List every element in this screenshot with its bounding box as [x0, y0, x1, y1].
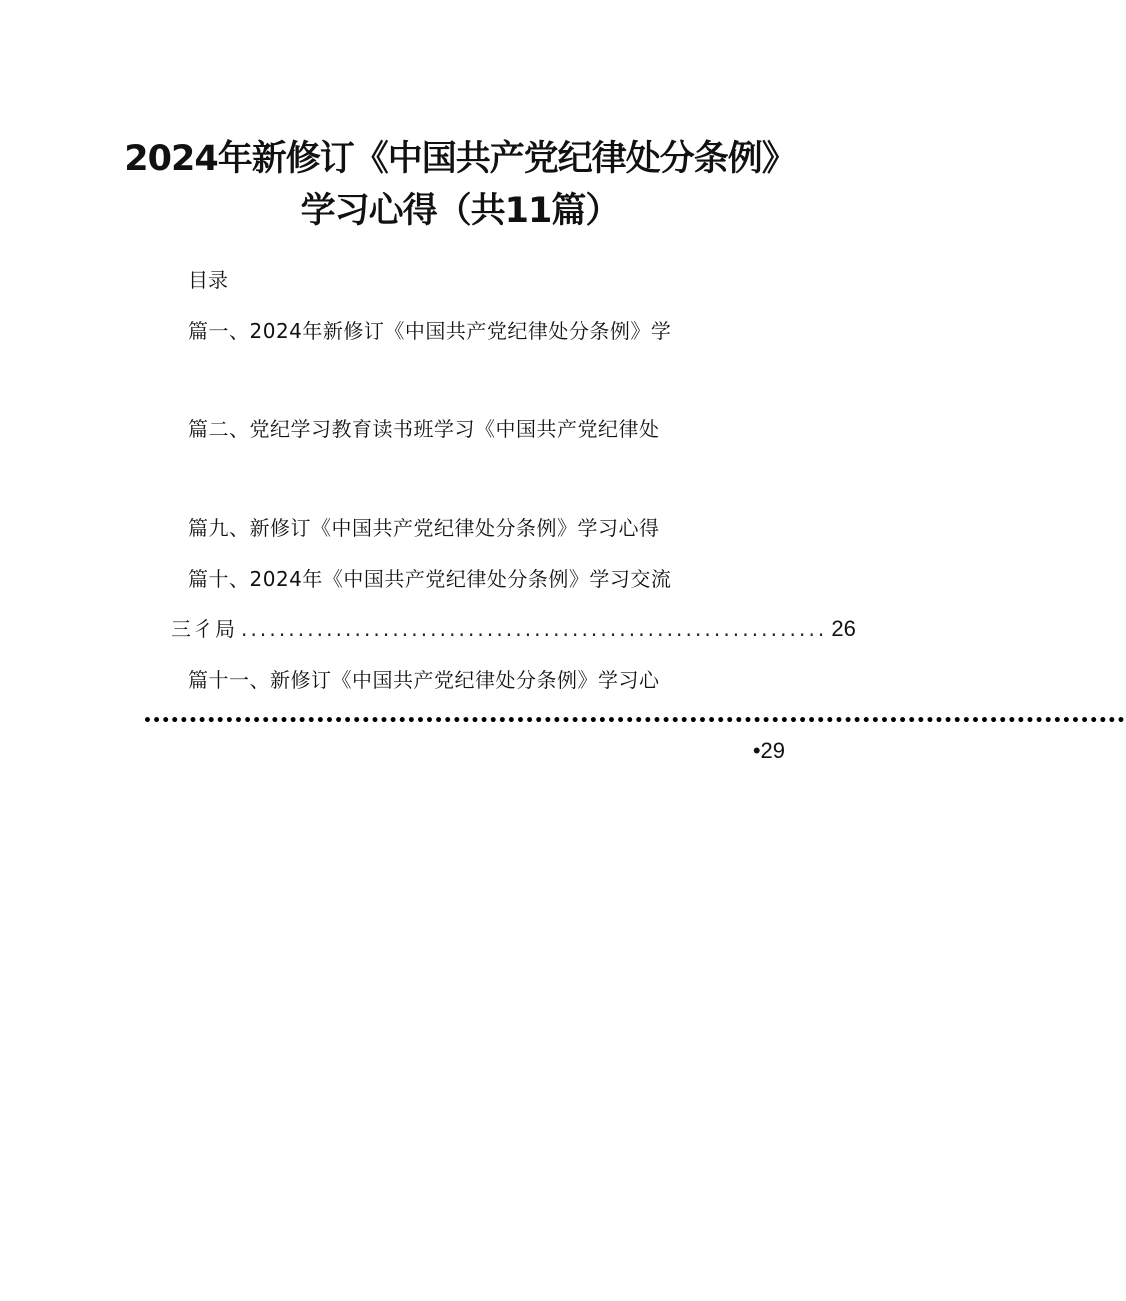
toc-entry-continuation-text: 三彳局	[171, 617, 237, 641]
toc-leader-dots: ..............................................................	[241, 617, 828, 641]
toc-heading: 目录	[188, 268, 228, 292]
toc-entry-10-continuation[interactable]	[171, 613, 856, 641]
toc-entry-9[interactable]: 篇九、新修订《中国共产党纪律处分条例》学习心得	[188, 516, 660, 540]
toc-entry-1[interactable]: 篇一、2024年新修订《中国共产党纪律处分条例》学	[188, 319, 672, 343]
document-title-line-2: 学习心得（共11篇）	[300, 191, 620, 231]
toc-entry-2[interactable]: 篇二、党纪学习教育读书班学习《中国共产党纪律处	[188, 417, 660, 441]
toc-final-page-number: •29	[752, 738, 785, 763]
document-title-line-1: 2024年新修订《中国共产党纪律处分条例》	[124, 139, 796, 179]
toc-entry-11[interactable]: 篇十一、新修订《中国共产党纪律处分条例》学习心	[188, 668, 660, 692]
toc-page-number: 26	[831, 616, 856, 641]
toc-bold-leader-dots: ••••••••••••••••••••••••••••••••••••••••••••••••••••••••••••••••••••••••••••••••••••••••••••••••••••••••••••	[143, 713, 1126, 729]
toc-entry-10[interactable]: 篇十、2024年《中国共产党纪律处分条例》学习交流	[188, 567, 672, 591]
